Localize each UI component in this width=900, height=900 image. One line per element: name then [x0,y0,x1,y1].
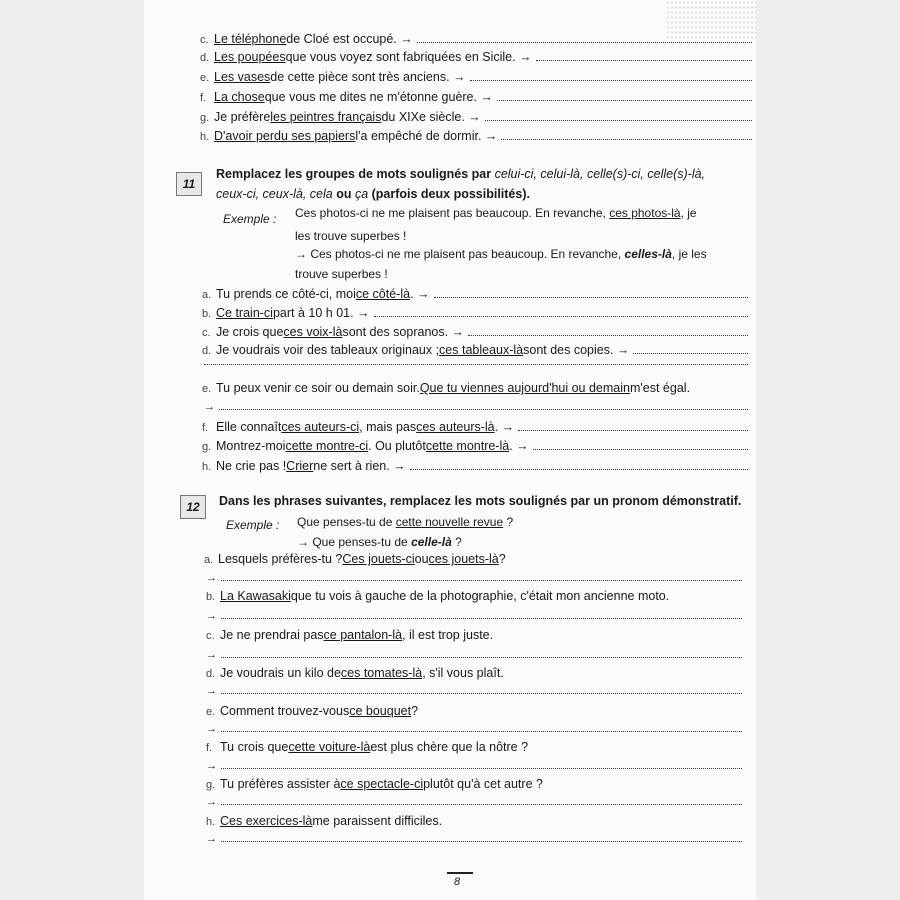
scan-margin-right [756,0,900,900]
item-letter: e. [202,383,212,395]
item-letter: d. [202,345,212,357]
ex12-answer-e [206,723,742,735]
underlined-words: ce bouquet [349,704,412,718]
item-text: l'a empêché de dormir. → [355,129,498,143]
answer-dotted-line[interactable] [374,316,748,317]
underlined-words: Ces exercices-là [220,814,313,828]
ex12-item-e: e. Comment trouvez-vous ce bouquet ? [206,704,419,718]
page-number: 8 [454,876,461,888]
arrow-icon: → [206,723,217,735]
answer-dotted-line[interactable] [221,618,742,619]
ex11-item-e: e. Tu peux venir ce soir ou demain soir. Que tu viennes aujourd'hui ou demain m'est égal. [202,381,691,395]
arrow-icon: → [206,649,217,661]
top-item-h [200,129,752,143]
item-letter: f. [202,422,209,434]
item-letter: b. [202,308,212,320]
exercise-number-12: 12 [180,495,206,519]
ex11-item-e-answer [204,401,748,413]
top-item-c [200,32,752,46]
item-letter: e. [206,706,216,718]
item-letter: h. [202,461,212,473]
top-item-g [200,110,752,124]
arrow-icon: → [206,685,217,697]
ex12-answer-d [206,685,742,697]
underlined-words: cette montre-ci [285,439,369,453]
ex12-item-b: b. La Kawasaki que tu vois à gauche de la photographie, c'était mon ancienne moto. [206,589,670,603]
underlined-words: ce spectacle-ci [340,777,424,791]
arrow-icon: → [206,572,217,584]
underlined-words: ces tomates-là [340,666,423,680]
underlined-words: Les poupées [214,50,286,64]
underlined-words: Que tu viennes aujourd'hui ou demain [419,381,630,395]
ex12-item-a: a. Lesquels préfères-tu ? Ces jouets-ci ou ces jouets-là ? [204,552,506,566]
item-letter: h. [206,816,216,828]
item-letter: b. [206,591,216,603]
answer-dotted-line[interactable] [470,80,752,81]
ex11-item-f: f. Elle connaît ces auteurs-ci , mais pas ces auteurs-là . → [202,420,748,434]
item-letter: f. [200,92,207,104]
ex11-item-g: g. Montrez-moi cette montre-ci . Ou plutôt cette montre-là . → [202,439,748,453]
ex12-answer-h [206,833,742,845]
item-letter: h. [200,131,210,143]
arrow-icon: → [206,760,217,772]
arrow-icon: → [206,796,217,808]
example-sentence: Que penses-tu de cette nouvelle revue ? [297,515,514,529]
underlined-words: Le téléphone [214,32,287,46]
ex11-item-a: a. Tu prends ce côté-ci, moi ce côté-là . → [202,287,748,301]
ex11-item-d-line2 [204,364,748,368]
underlined-words: ce côté-là [355,287,411,301]
ex11-item-h: h. Ne crie pas ! Crier ne sert à rien. → [202,459,748,473]
underlined-words: Ce train-ci [216,306,273,320]
ex12-answer-c [206,649,742,661]
answer-dotted-line[interactable] [221,693,742,694]
scan-margin-left [0,0,144,900]
item-letter: a. [202,289,212,301]
underlined-words: La chose [214,90,265,104]
answer-dotted-line[interactable] [221,657,742,658]
item-letter: g. [202,441,212,453]
item-text: que vous me dites ne m'étonne guère. → [264,90,493,104]
ex12-answer-a [206,572,742,584]
ex12-answer-g [206,796,742,808]
answer-dotted-line[interactable] [633,353,748,354]
item-text: que vous voyez sont fabriquées en Sicile. → [285,50,532,64]
item-letter: d. [200,52,210,64]
ex11-item-c: c. Je crois que ces voix-là sont des sopranos. → [202,325,748,339]
underlined-words: ces voix-là [283,325,343,339]
exercise-number-11: 11 [176,172,202,196]
answer-dotted-line[interactable] [221,731,742,732]
arrow-icon: → [206,610,217,622]
item-letter: f. [206,742,213,754]
item-letter: c. [206,630,215,642]
item-letter: c. [200,34,209,46]
underlined-words: les peintres français [270,110,382,124]
example-answer: → Ces photos-ci ne me plaisent pas beaucoup. En revanche, celles-là, je les [295,247,707,261]
answer-dotted-line[interactable] [221,804,742,805]
arrow-icon: → [206,833,217,845]
ex12-answer-b [206,610,742,622]
ex11-item-b: b. Ce train-ci part à 10 h 01. → [202,306,748,320]
item-letter: a. [204,554,214,566]
answer-dotted-line[interactable] [501,139,752,140]
underlined-words: D'avoir perdu ses papiers [214,129,356,143]
answer-dotted-line[interactable] [221,768,742,769]
underlined-words: Ces jouets-ci [342,552,415,566]
top-item-e [200,70,752,84]
ex12-item-c: c. Je ne prendrai pas ce pantalon-là , il est trop juste. [206,628,494,642]
answer-dotted-line[interactable] [434,297,748,298]
answer-dotted-line[interactable] [485,120,752,121]
underlined-words: Crier [286,459,314,473]
example-answer-line2: trouve superbes ! [295,267,388,281]
exercise-11-instructions: Remplacez les groupes de mots soulignés par celui-ci, celui-là, celle(s)-ci, celle(s)-là, ceux-ci, ceux-là, cela ou ça (parfois deux possibilités). [216,167,706,201]
item-text: du XIXe siècle. → [381,110,481,124]
top-item-d [200,50,752,64]
answer-dotted-line[interactable] [221,841,742,842]
answer-dotted-line[interactable] [497,100,752,101]
item-letter: d. [206,668,216,680]
page-number-rule [447,872,473,874]
underlined-words: ces jouets-là [428,552,499,566]
workbook-page [144,0,756,900]
answer-dotted-line[interactable] [204,364,748,365]
underlined-words: Les vases [214,70,271,84]
answer-dotted-line[interactable] [417,42,752,43]
ex12-item-d: d. Je voudrais un kilo de ces tomates-là , s'il vous plaît. [206,666,504,680]
underlined-words: cette voiture-là [288,740,371,754]
underlined-words: ce pantalon-là [323,628,403,642]
example-sentence: Ces photos-ci ne me plaisent pas beaucoup. En revanche, ces photos-là, je [295,206,697,220]
example-answer: → Que penses-tu de celle-là ? [297,535,462,549]
underlined-words: ces auteurs-ci [281,420,360,434]
underlined-words: La Kawasaki [220,589,291,603]
arrow-icon: → [204,401,215,413]
answer-dotted-line[interactable] [468,335,748,336]
answer-dotted-line[interactable] [536,60,752,61]
ex12-item-f: f. Tu crois que cette voiture-là est plus chère que la nôtre ? [206,740,529,754]
item-text: de Cloé est occupé. → [286,32,413,46]
item-text: Je préfère [214,110,271,124]
answer-dotted-line[interactable] [533,449,748,450]
ex11-item-d: d. Je voudrais voir des tableaux originaux ; ces tableaux-là sont des copies. → [202,343,748,357]
underlined-words: ces tableaux-là [439,343,524,357]
item-text: de cette pièce sont très anciens. → [270,70,466,84]
top-item-f [200,90,752,104]
example-label: Exemple : [226,518,280,532]
item-letter: g. [200,112,210,124]
answer-dotted-line[interactable] [219,409,748,410]
underlined-words: cette montre-là [425,439,510,453]
answer-dotted-line[interactable] [518,430,748,431]
example-sentence-line2: les trouve superbes ! [295,229,407,243]
ex12-item-g: g. Tu préfères assister à ce spectacle-ci plutôt qu'à cet autre ? [206,777,543,791]
item-letter: g. [206,779,216,791]
answer-dotted-line[interactable] [221,580,742,581]
ex12-item-h: h. Ces exercices-là me paraissent difficiles. [206,814,443,828]
exercise-12-instructions: Dans les phrases suivantes, remplacez les mots soulignés par un pronom démonstratif. [219,494,742,508]
example-label: Exemple : [223,212,277,226]
item-letter: c. [202,327,211,339]
underlined-words: ces auteurs-là [416,420,495,434]
answer-dotted-line[interactable] [410,469,748,470]
ex12-answer-f [206,760,742,772]
item-letter: e. [200,72,210,84]
